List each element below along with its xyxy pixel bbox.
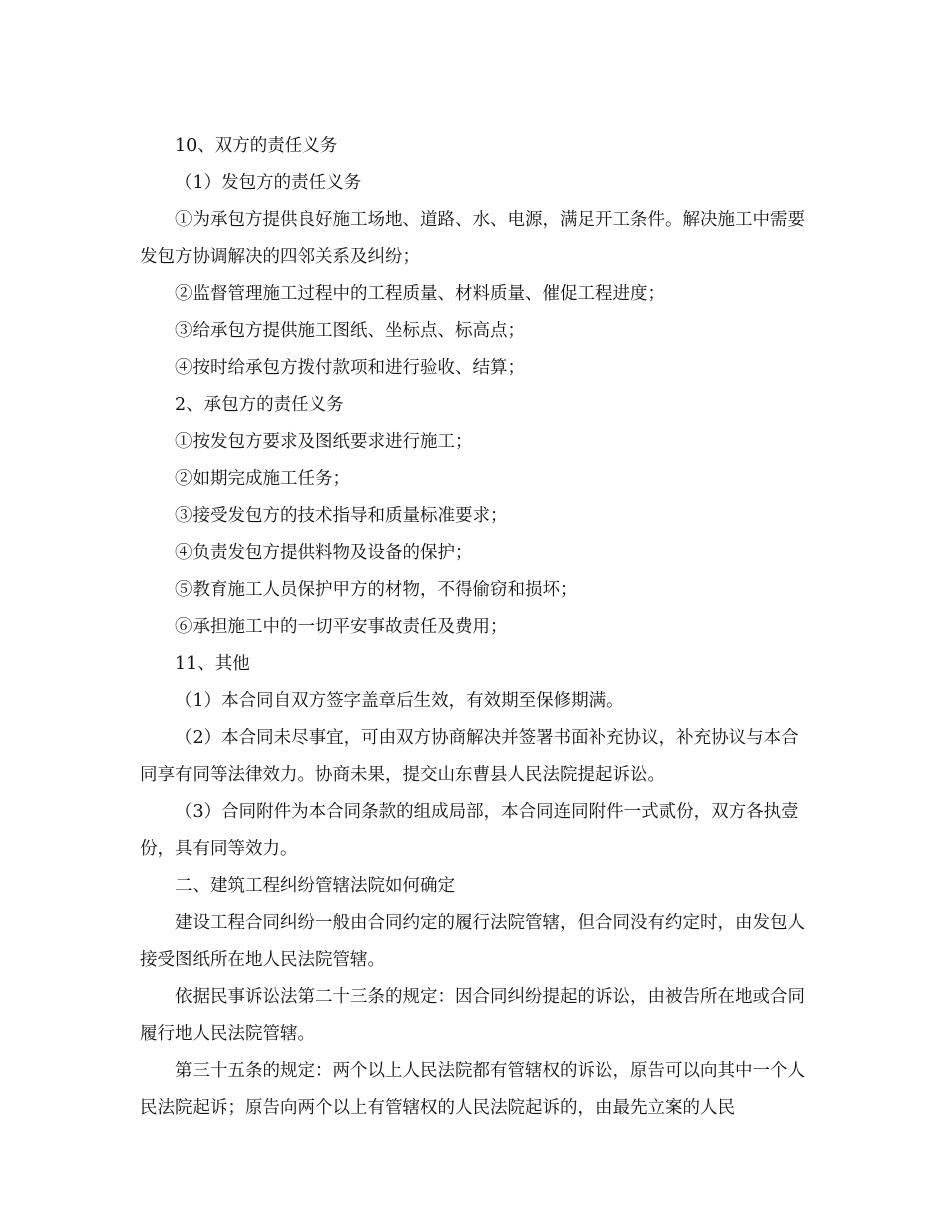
clause-employer-1: ①为承包方提供良好施工场地、道路、水、电源，满足开工条件。解决施工中需要发包方协调解决的四邻关系及纠纷； — [140, 210, 805, 267]
subheading-contractor-duties: 2、承包方的责任义务 — [175, 395, 344, 415]
paragraph-jurisdiction-1: 建设工程合同纠纷一般由合同约定的履行法院管辖，但合同没有约定时，由发包人接受图纸所在地人民法院管辖。 — [140, 913, 805, 970]
clause-employer-2: ②监督管理施工过程中的工程质量、材料质量、催促工程进度； — [175, 284, 665, 304]
clause-other-1: （1）本合同自双方签字盖章后生效，有效期至保修期满。 — [175, 691, 624, 711]
paragraph-jurisdiction-2: 依据民事诉讼法第二十三条的规定：因合同纠纷提起的诉讼，由被告所在地或合同履行地人民法院管辖。 — [140, 987, 805, 1044]
section-heading-11: 11、其他 — [175, 654, 250, 674]
clause-contractor-4: ④负责发包方提供料物及设备的保护； — [175, 543, 473, 563]
document-page — [140, 128, 812, 1127]
clause-contractor-3: ③接受发包方的技术指导和质量标准要求； — [175, 506, 508, 526]
clause-employer-4: ④按时给承包方拨付款项和进行验收、结算； — [175, 358, 525, 378]
clause-contractor-5: ⑤教育施工人员保护甲方的材物，不得偷窃和损坏； — [175, 580, 578, 600]
clause-other-3: （3）合同附件为本合同条款的组成局部，本合同连同附件一式贰份，双方各执壹份，具有同等效力。 — [140, 802, 799, 859]
clause-contractor-6: ⑥承担施工中的一切平安事故责任及费用； — [175, 617, 508, 637]
subheading-employer-duties: （1）发包方的责任义务 — [175, 173, 362, 193]
clause-contractor-2: ②如期完成施工任务； — [175, 469, 350, 489]
clause-contractor-1: ①按发包方要求及图纸要求进行施工； — [175, 432, 473, 452]
clause-other-2: （2）本合同未尽事宜，可由双方协商解决并签署书面补充协议，补充协议与本合同享有同等法律效力。协商未果，提交山东曹县人民法院提起诉讼。 — [140, 728, 799, 785]
paragraph-jurisdiction-3: 第三十五条的规定：两个以上人民法院都有管辖权的诉讼，原告可以向其中一个人民法院起诉；原告向两个以上有管辖权的人民法院起诉的，由最先立案的人民 — [140, 1061, 805, 1118]
clause-employer-3: ③给承包方提供施工图纸、坐标点、标高点； — [175, 321, 525, 341]
section-heading-jurisdiction: 二、建筑工程纠纷管辖法院如何确定 — [175, 876, 455, 896]
section-heading-10: 10、双方的责任义务 — [175, 136, 338, 156]
